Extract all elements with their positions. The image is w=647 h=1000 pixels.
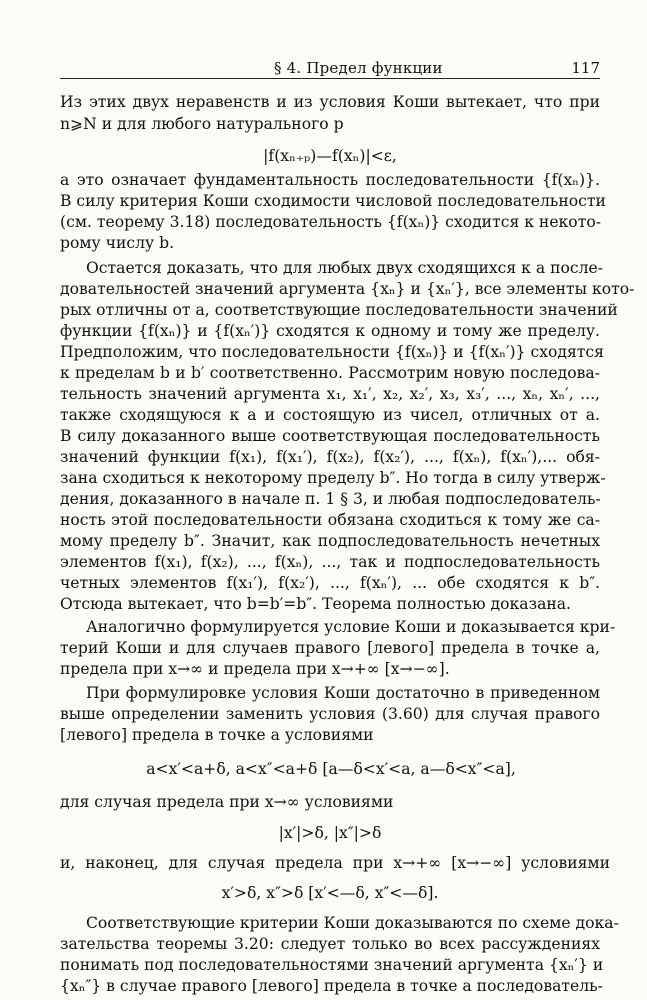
text-line: зана сходиться к некоторому пределу b″. Но тогда в силу утверж- bbox=[60, 469, 606, 487]
text-line: рых отличны от a, соответствующие последовательности значений bbox=[60, 301, 618, 319]
text-line: Из этих двух неравенств и из условия Коши вытекает, что при bbox=[60, 93, 600, 111]
text-line: При формулировке условия Коши достаточно в приведенном bbox=[86, 684, 600, 702]
text-line: выше определении заменить условия (3.60) для случая правого bbox=[60, 705, 600, 723]
text-line: довательностей значений аргумента {xₙ} и {xₙ′}, все элементы кото- bbox=[60, 280, 635, 298]
page-number: 117 bbox=[571, 59, 600, 77]
text-line: В силу критерия Коши сходимости числовой последовательности bbox=[60, 192, 606, 210]
text-line: а это означает фундаментальность последовательности {f(xₙ)}. bbox=[60, 171, 600, 189]
text-line: В силу доказанного выше соответствующая последовательность bbox=[60, 427, 600, 445]
text-line: для случая предела при x→∞ условиями bbox=[60, 793, 394, 811]
formula: a<x′<a+δ, a<x″<a+δ [a—δ<x′<a, a—δ<x″<a], bbox=[146, 760, 516, 778]
running-header bbox=[60, 56, 600, 79]
text-line: значений функции f(x₁), f(x₁′), f(x₂), f(x₂′), ..., f(xₙ), f(xₙ′),... обя- bbox=[60, 448, 600, 466]
text-line: понимать под последовательностями значений аргумента {xₙ′} и bbox=[60, 956, 604, 974]
text-line: ность этой последовательности обязана сходиться к тому же са- bbox=[60, 511, 600, 529]
text-line: тельность значений аргумента x₁, x₁′, x₂, x₂′, x₃, x₃′, ..., xₙ, xₙ′, ..., bbox=[60, 385, 600, 403]
text-line: Остается доказать, что для любых двух сходящихся к a после- bbox=[86, 259, 604, 277]
text-line: также сходящуюся к a и состоящую из чисел, отличных от a. bbox=[60, 406, 600, 424]
text-line: [левого] предела в точке a условиями bbox=[60, 726, 374, 744]
text-line: Аналогично формулируется условие Коши и доказывается кри- bbox=[86, 618, 616, 636]
text-line: функции {f(xₙ)} и {f(xₙ′)} сходятся к одному и тому же пределу. bbox=[60, 322, 600, 340]
text-line: дения, доказанного в начале п. 1 § 3, и любая подпоследователь- bbox=[60, 490, 601, 508]
text-line: предела при x→∞ и предела при x→+∞ [x→−∞]. bbox=[60, 660, 450, 678]
section-title: § 4. Предел функции bbox=[274, 59, 443, 77]
text-line: Отсюда вытекает, что b=b′=b″. Теорема полностью доказана. bbox=[60, 595, 572, 613]
formula: |x′|>δ, |x″|>δ bbox=[278, 824, 382, 842]
text-line: рому числу b. bbox=[60, 234, 175, 252]
text-line: Предположим, что последовательности {f(xₙ)} и {f(xₙ′)} сходятся bbox=[60, 343, 605, 361]
text-line: к пределам b и b′ соответственно. Рассмотрим новую последова- bbox=[60, 364, 600, 382]
text-line: четных элементов f(x₁′), f(x₂′), ..., f(xₙ′), ... обе сходятся к b″. bbox=[60, 574, 600, 592]
text-line: терий Коши и для случаев правого [левого] предела в точке a, bbox=[60, 639, 600, 657]
text-line: n⩾N и для любого натурального p bbox=[60, 115, 344, 133]
formula: x′>δ, x″>δ [x′<—δ, x″<—δ]. bbox=[221, 884, 439, 902]
text-line: и, наконец, для случая предела при x→+∞ [x→−∞] условиями bbox=[60, 854, 610, 872]
text-line: (см. теорему 3.18) последовательность {f(xₙ)} сходится к некото- bbox=[60, 213, 601, 231]
text-line: {xₙ″} в случае правого [левого] предела в точке a последователь- bbox=[60, 977, 603, 995]
formula: |f(xₙ₊ₚ)—f(xₙ)|<ε, bbox=[263, 147, 397, 165]
text-line: мому пределу b″. Значит, как подпоследовательность нечетных bbox=[60, 532, 600, 550]
text-line: зательства теоремы 3.20: следует только во всех рассуждениях bbox=[60, 935, 600, 953]
text-line: элементов f(x₁), f(x₂), ..., f(xₙ), ..., так и подпоследовательность bbox=[60, 553, 600, 571]
text-line: Соответствующие критерии Коши доказываются по схеме дока- bbox=[86, 914, 619, 932]
